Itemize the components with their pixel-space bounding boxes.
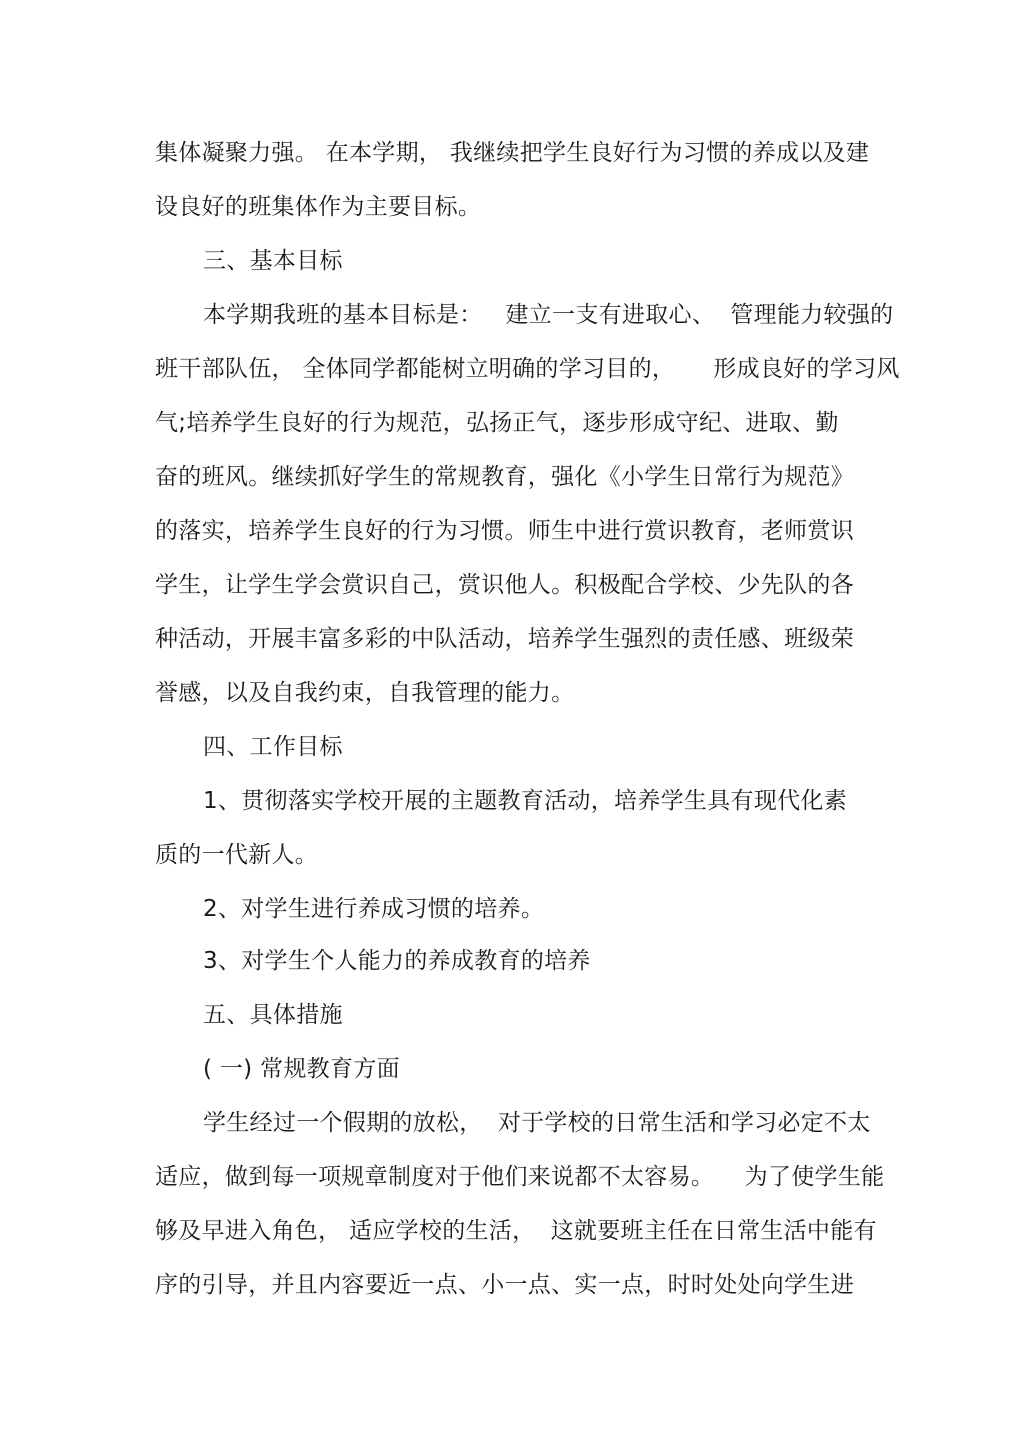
text-line: 誉感，以及自我约束，自我管理的能力。 <box>155 680 575 706</box>
text-line: 学生，让学生学会赏识自己，赏识他人。积极配合学校、少先队的各 <box>155 572 854 598</box>
text-line: 适应，做到每一项规章制度对于他们来说都不太容易。 为了使学生能 <box>155 1164 885 1190</box>
text-line: 设良好的班集体作为主要目标。 <box>155 194 482 220</box>
text-line: 2、对学生进行养成习惯的培养。 <box>203 896 545 922</box>
text-line: 集体凝聚力强。 在本学期， 我继续把学生良好行为习惯的养成以及建 <box>155 140 870 166</box>
text-line: 3、对学生个人能力的养成教育的培养 <box>203 948 591 974</box>
text-line: 班干部队伍， 全体同学都能树立明确的学习目的， 形成良好的学习风 <box>155 356 900 382</box>
text-line: 序的引导，并且内容要近一点、小一点、实一点，时时处处向学生进 <box>155 1272 854 1298</box>
text-line: 够及早进入角色， 适应学校的生活， 这就要班主任在日常生活中能有 <box>155 1218 877 1244</box>
text-line: 气;培养学生良好的行为规范，弘扬正气，逐步形成守纪、进取、勤 <box>155 410 839 436</box>
subsection-heading: ( 一) 常规教育方面 <box>203 1056 400 1082</box>
text-line: 的落实，培养学生良好的行为习惯。师生中进行赏识教育，老师赏识 <box>155 518 854 544</box>
text-line: 学生经过一个假期的放松， 对于学校的日常生活和学习必定不太 <box>203 1110 871 1136</box>
section-heading: 三、基本目标 <box>203 248 343 274</box>
text-line: 1、贯彻落实学校开展的主题教育活动，培养学生具有现代化素 <box>203 788 848 814</box>
section-heading: 五、具体措施 <box>203 1002 343 1028</box>
text-line: 奋的班风。继续抓好学生的常规教育，强化《小学生日常行为规范》 <box>155 464 854 490</box>
section-heading: 四、工作目标 <box>203 734 343 760</box>
text-line: 本学期我班的基本目标是： 建立一支有进取心、 管理能力较强的 <box>203 302 894 328</box>
text-line: 种活动，开展丰富多彩的中队活动，培养学生强烈的责任感、班级荣 <box>155 626 854 652</box>
text-line: 质的一代新人。 <box>155 842 319 868</box>
